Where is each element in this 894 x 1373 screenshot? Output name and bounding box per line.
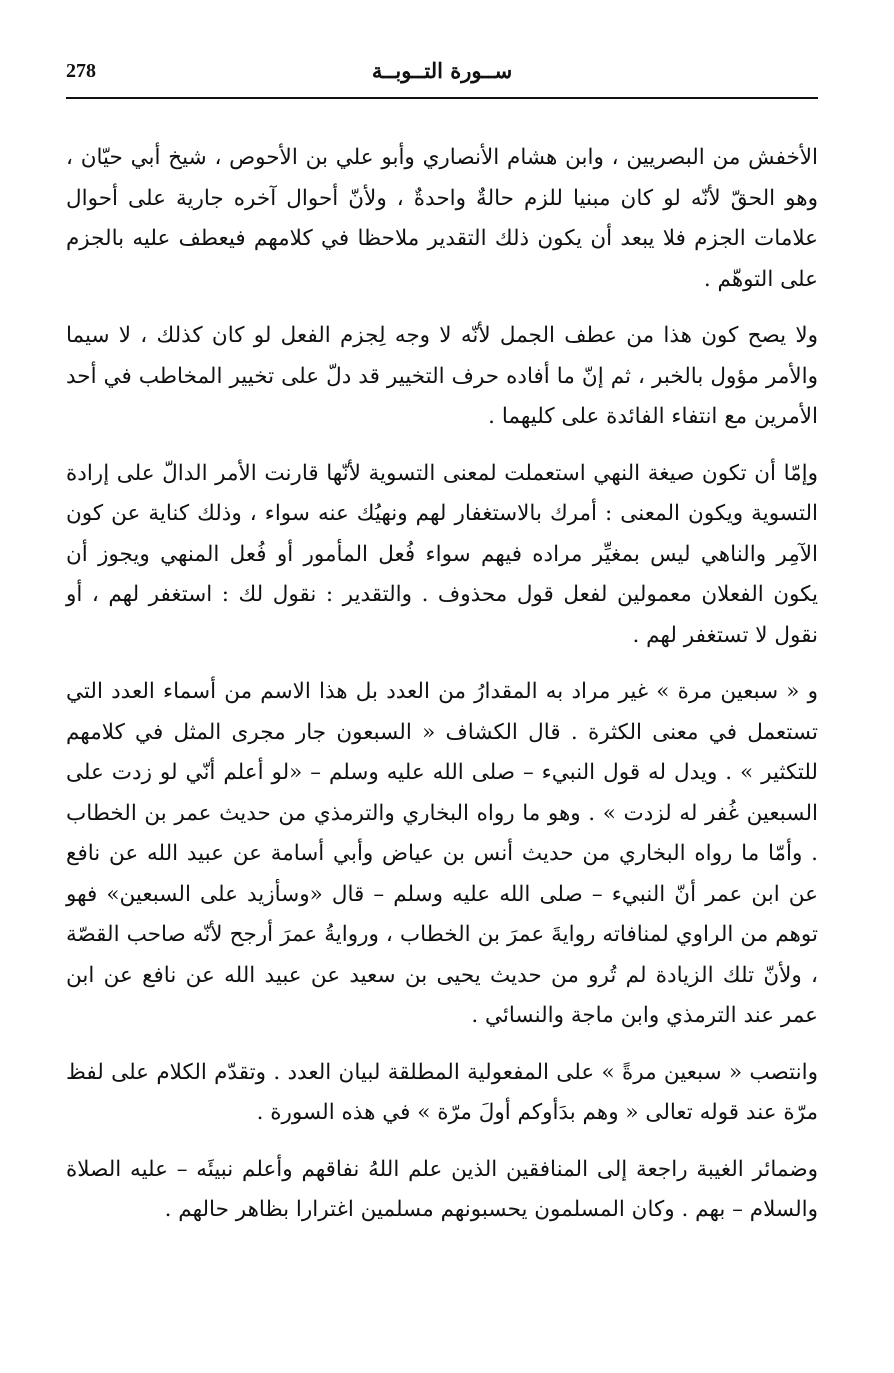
running-title: ســورة التــوبــة [371,58,513,83]
header-rule [66,97,818,99]
paragraph-3: وإمّا أن تكون صيغة النهي استعملت لمعنى التسوية لأنّها قارنت الأمر الدالّ على إرادة التسوية ويكون المعنى : أمرك بالاستغفار لهم ونهيُك عنه سواء ، وذلك كناية عن كون الآمِر والناهي ليس بمغيِّر مراده فيهم سواء فُعل المأمور أو فُعل المنهي ويجوز أن يكون الفعلان معمولين لفعل قول محذوف . والتقدير : نقول لك : استغفر لهم ، أو نقول لا تستغفر لهم . [66,460,818,648]
page-number: 278 [66,60,96,82]
page-header [66,58,818,98]
paragraph-1: الأخفش من البصريين ، وابن هشام الأنصاري وأبو علي بن الأحوص ، شيخ أبي حيّان ، وهو الحقّ لأنّه لو كان مبنيا للزم حالةٌ واحدةٌ ، ولأنّ أحوال آخره جارية على أحوال علامات الجزم فلا يبعد أن يكون ذلك التقدير ملاحظا في كلامهم فيعطف عليه بالجزم على التوهّم . [66,145,818,292]
body-text [66,138,818,1231]
paragraph-5: وانتصب « سبعين مرةً » على المفعولية المطلقة لبيان العدد . وتقدّم الكلام على لفظ مرّة عند قوله تعالى « وهم بدَأوكم أولَ مرّة » في هذه السورة . [66,1059,818,1125]
paragraph-6: وضمائر الغيبة راجعة إلى المنافقين الذين علم اللهُ نفاقهم وأعلم نبيئَه – عليه الصلاة والسلام – بهم . وكان المسلمون يحسبونهم مسلمين اغترارا بظاهر حالهم . [66,1156,818,1222]
paragraph-2: ولا يصح كون هذا من عطف الجمل لأنّه لا وجه لِجزم الفعل لو كان كذلك ، لا سيما والأمر مؤول بالخبر ، ثم إنّ ما أفاده حرف التخيير قد دلّ على تخيير المخاطب في أحد الأمرين مع انتفاء الفائدة على كليهما . [66,323,818,429]
paragraph-4: و « سبعين مرة » غير مراد به المقدارُ من العدد بل هذا الاسم من أسماء العدد التي تستعمل في معنى الكثرة . قال الكشاف « السبعون جار مجرى المثل في كلامهم للتكثير » . ويدل له قول النبيء – صلى الله عليه وسلم – «لو أعلم أنّي لو زدت على السبعين غُفر له لزدت » . وهو ما رواه البخاري والترمذي من حديث عمر بن الخطاب . وأمّا ما رواه البخاري من حديث أنس بن عياض وأبي أسامة عن عبيد الله عن نافع عن ابن عمر أنّ النبيء – صلى الله عليه وسلم – قال «وسأزيد على السبعين» فهو توهم من الراوي لمنافاته روايةَ عمرَ بن الخطاب ، وروايةُ عمرَ أرجح لأنّه صاحب القصّة ، ولأنّ تلك الزيادة لم تُرو من حديث يحيى بن سعيد عن عبيد الله عن نافع عن ابن عمر عند الترمذي وابن ماجة والنسائي . [66,679,818,1028]
